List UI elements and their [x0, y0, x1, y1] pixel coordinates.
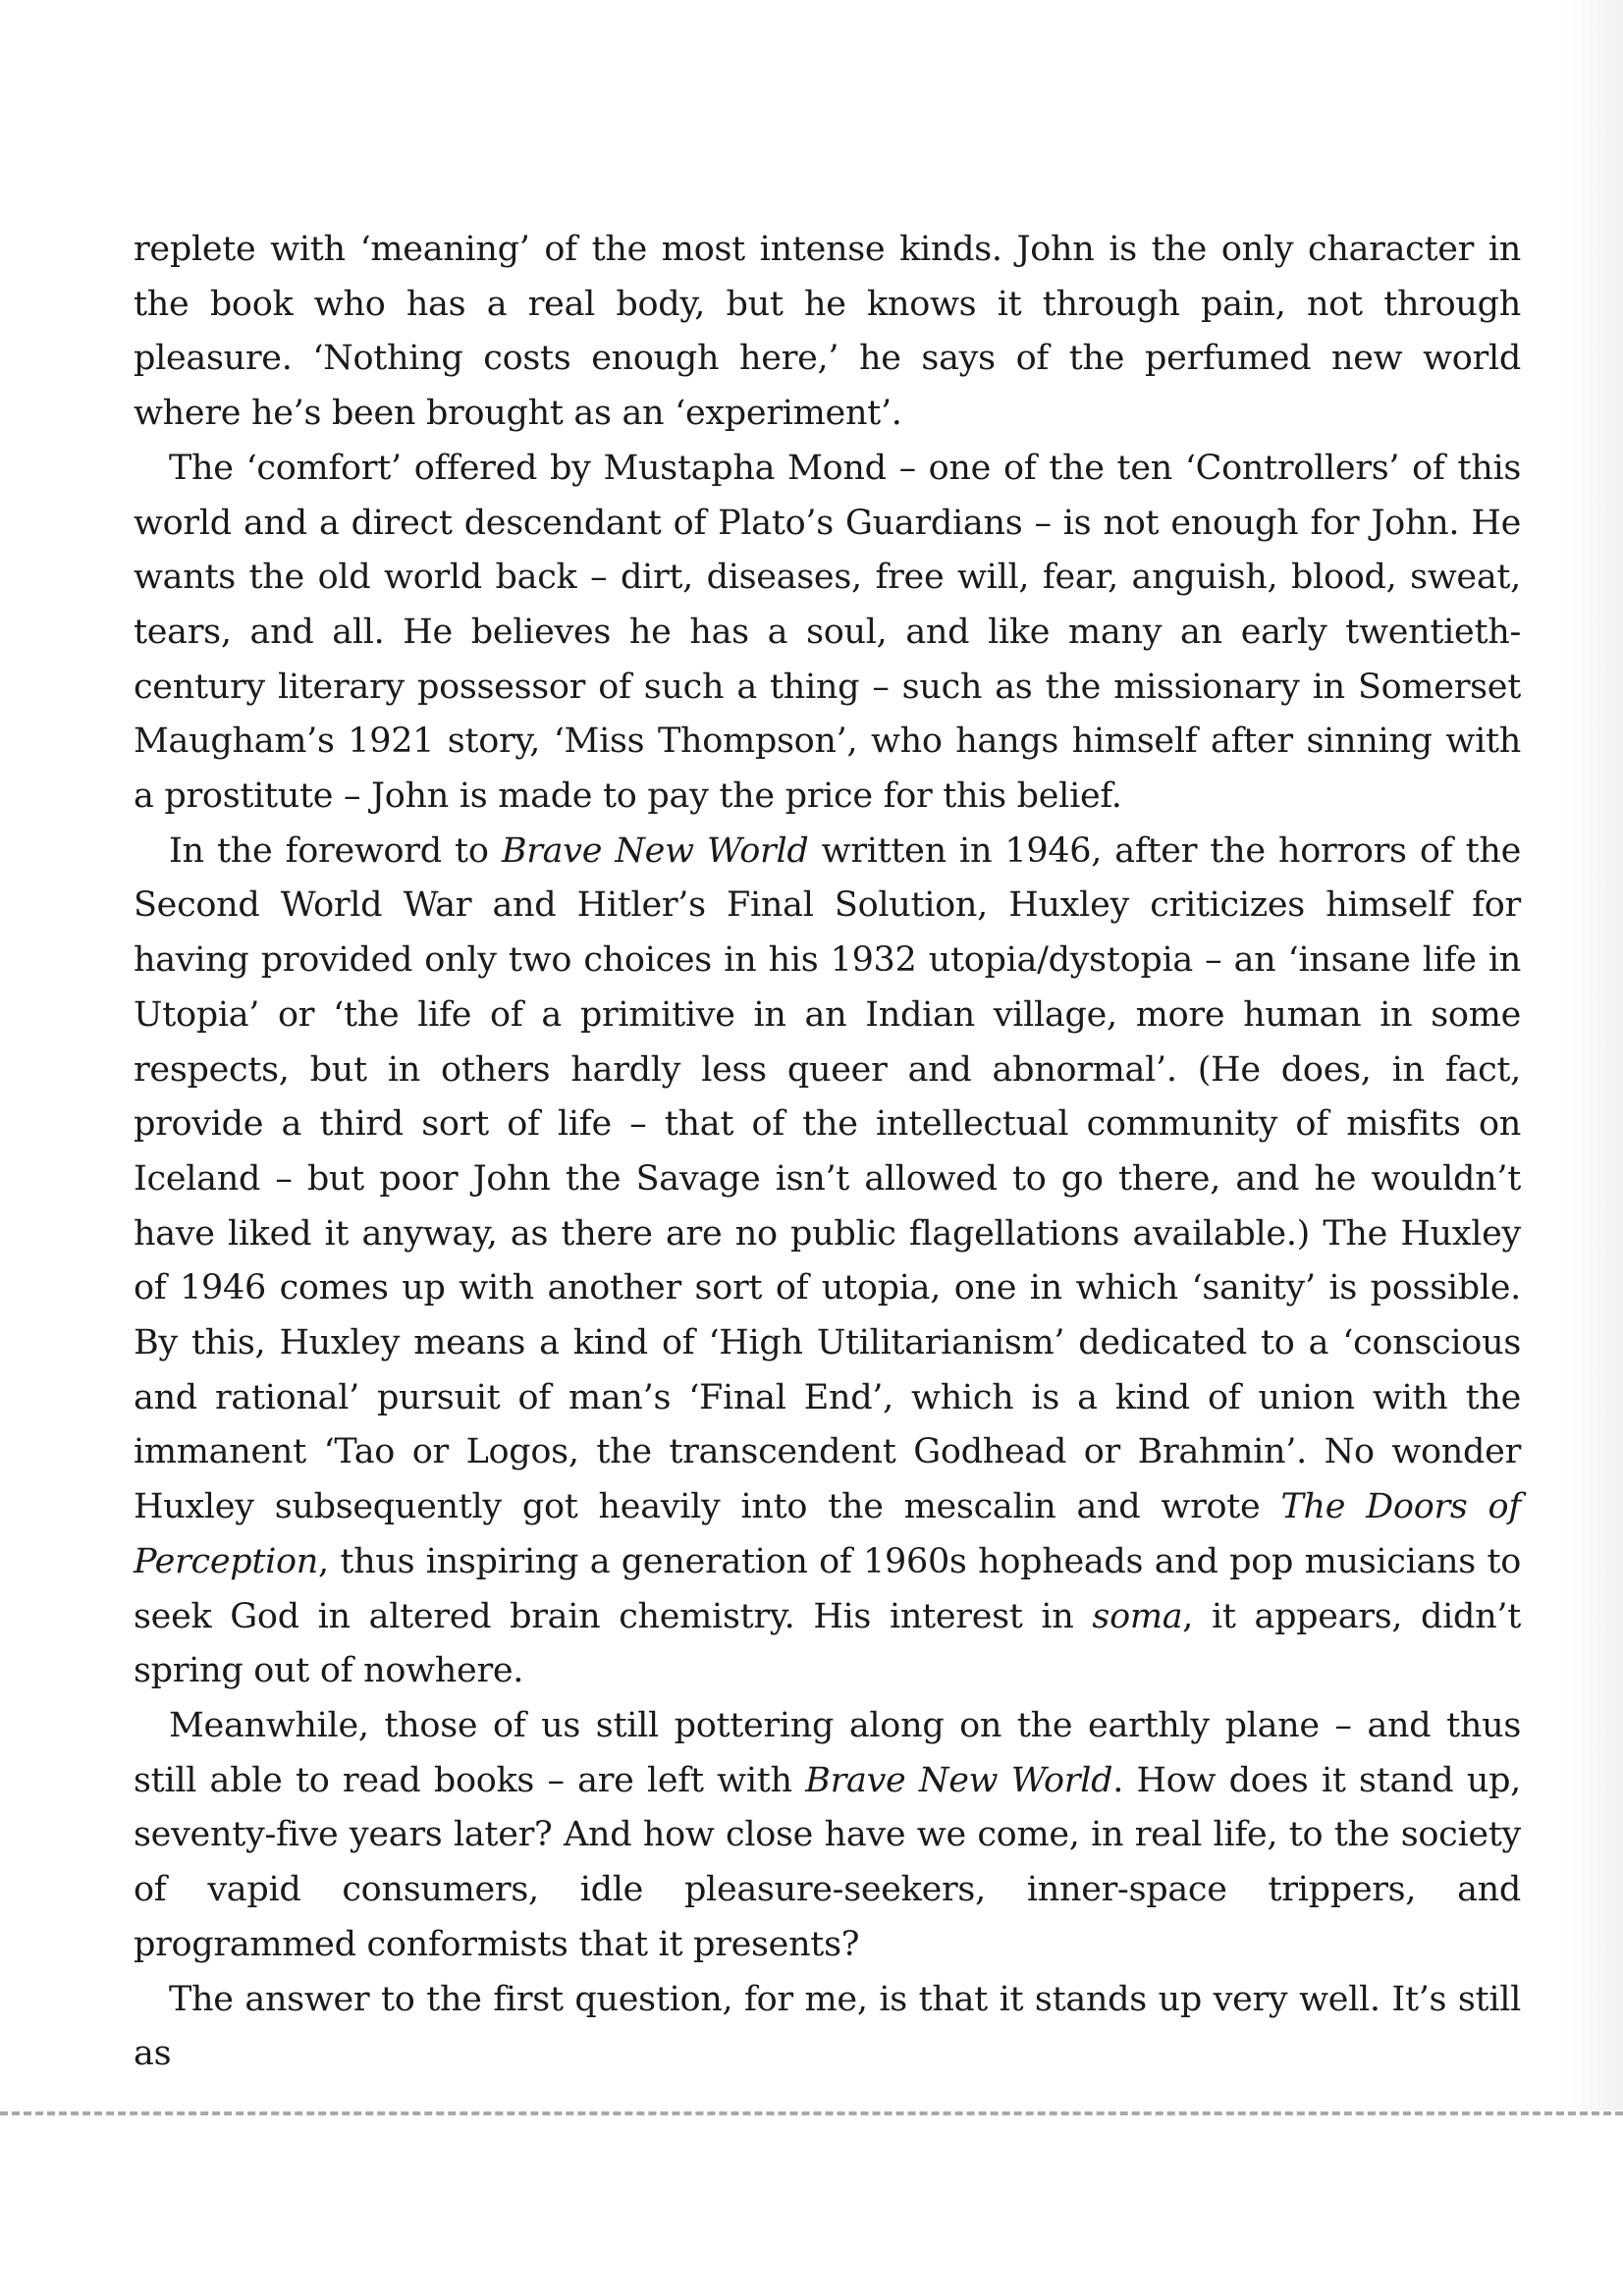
paragraph: [134, 825, 1521, 1699]
text-run: , thus inspiring a generation of 1960s hopheads and pop musicians to seek God in altered brain chemistry. His interest in: [134, 1541, 1521, 1636]
paragraph: [134, 442, 1521, 825]
text-run: written in 1946, after the horrors of the Second World War and Hitler’s Final Solution, Huxley criticizes himself for having provided only two choices in his 1932 utopia/dystopia – an ‘insane life in Utopia’ or ‘the life of a primitive in an Indian village, more human in some respects, but in others hardly less queer and abnormal’. (He does, in fact, provide a third sort of life – that of the intellectual community of misfits on Iceland – but poor John the Savage isn’t allowed to go there, and he wouldn’t have liked it anyway, as there are no public flagellations available.) The Huxley of 1946 comes up with another sort of utopia, one in which ‘sanity’ is possible. By this, Huxley means a kind of ‘High Utilitarianism’ dedicated to a ‘conscious and rational’ pursuit of man’s ‘Final End’, which is a kind of union with the immanent ‘Tao or Logos, the transcendent Godhead or Brahmin’. No wonder Huxley subsequently got heavily into the mescalin and wrote: [134, 830, 1521, 1527]
book-title-italic: The Doors of Perception: [134, 1487, 1521, 1581]
text-run: , it appears, didn’t spring out of nowhere.: [134, 1596, 1521, 1691]
book-title-italic: Brave New World: [805, 1760, 1113, 1800]
text-run: The ‘comfort’ offered by Mustapha Mond – one of the ten ‘Controllers’ of this world and a direct descendant of Plato’s Guardians – is not enough for John. He wants the old world back – dirt, diseases, free will, fear, anguish, blood, sweat, tears, and all. He believes he has a soul, and like many an early twentieth-century literary possessor of such a thing – such as the missionary in Somerset Maugham’s 1921 story, ‘Miss Thompson’, who hangs himself after sinning with a prostitute – John is made to pay the price for this belief.: [134, 448, 1521, 817]
paragraph: [134, 1699, 1521, 1973]
paragraph: [134, 1973, 1521, 2082]
text-run: . How does it stand up, seventy-five years later? And how close have we come, in real life, to the society of vapid consumers, idle pleasure-seekers, inner-space trippers, and programmed conformists that it presents?: [134, 1760, 1521, 1964]
page-break-divider: [0, 2111, 1623, 2115]
book-title-italic: Brave New World: [501, 830, 809, 871]
italic-term: soma: [1092, 1596, 1183, 1636]
paragraph: [134, 223, 1521, 442]
text-run: The answer to the first question, for me, is that it stands up very well. It’s still as: [134, 1979, 1521, 2074]
text-run: Meanwhile, those of us still pottering along on the earthly plane – and thus still able to read books – are left with: [134, 1705, 1521, 1800]
text-run: replete with ‘meaning’ of the most intense kinds. John is the only character in the book who has a real body, but he knows it through pain, not through pleasure. ‘Nothing costs enough here,’ he says of the perfumed new world where he’s been brought as an ‘experiment’.: [134, 230, 1521, 434]
body-text: [134, 223, 1521, 2082]
text-run: In the foreword to: [169, 830, 502, 871]
page-edge-shadow: [1564, 0, 1623, 2110]
